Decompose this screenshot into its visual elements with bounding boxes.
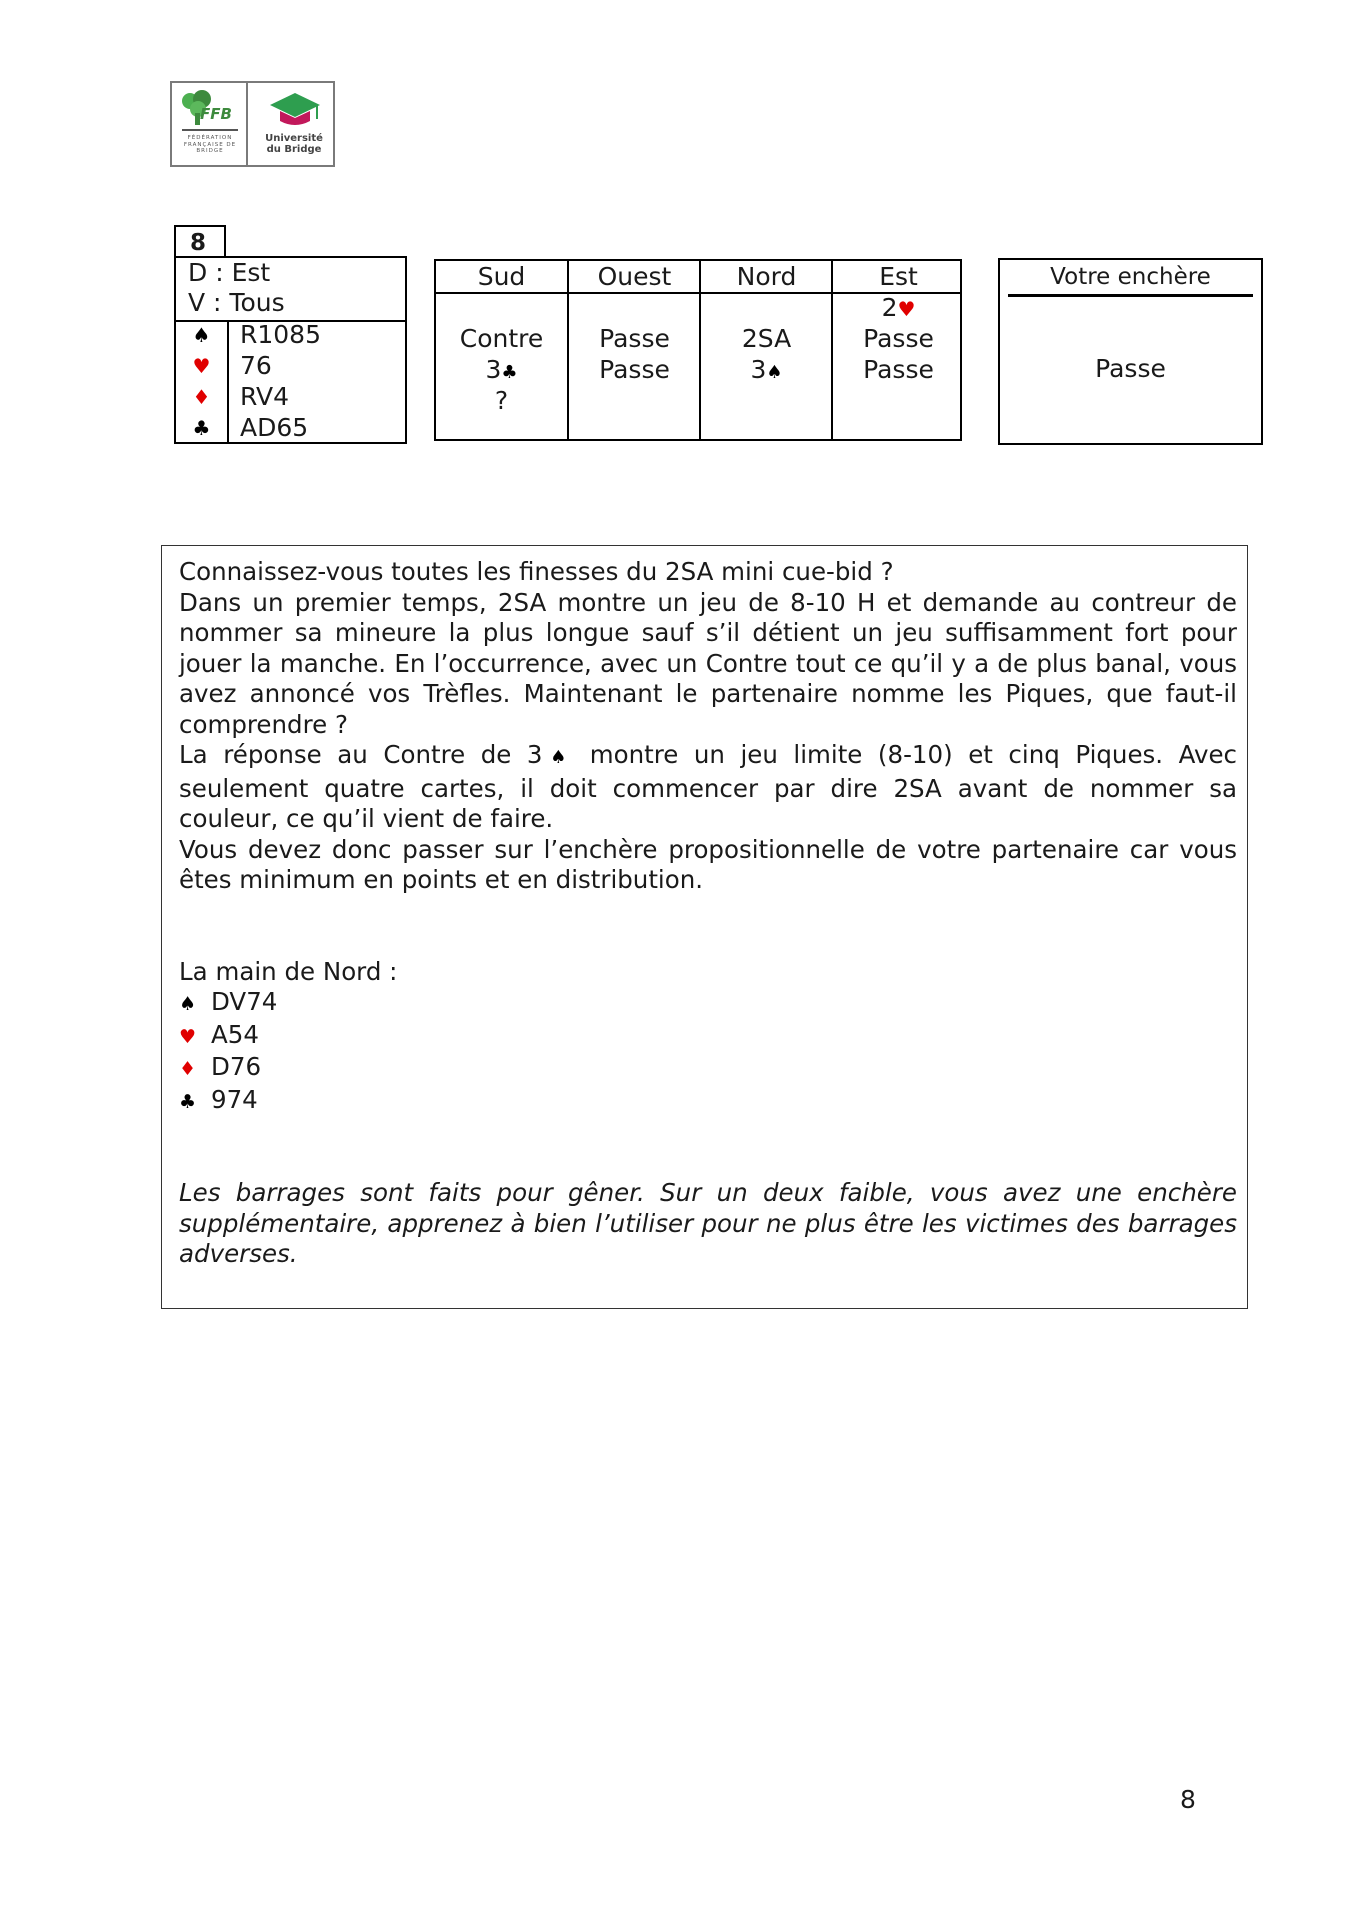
conclusion-text: Les barrages sont faits pour gêner. Sur un deux faible, vous avez une enchère supplémentaire, apprenez à bien l’utiliser pour ne plus être les victimes des barrages adverses. (179, 1178, 1237, 1268)
spade-icon: ♠ (179, 993, 197, 1015)
university-text: Université du Bridge (265, 133, 323, 155)
bid-header-sud: Sud (477, 262, 526, 291)
answer-value: Passe (1095, 354, 1166, 383)
federation-text: FÉDÉRATION FRANÇAISE DE BRIDGE (183, 135, 237, 154)
north-hand-hearts: ♥ A54 (179, 1020, 1237, 1053)
bid-header-ouest: Ouest (597, 262, 672, 291)
north-hand-spades: ♠ DV74 (179, 987, 1237, 1020)
club-icon: ♣ (179, 1090, 197, 1113)
answer-title: Votre enchère (1050, 264, 1211, 290)
graduation-cap-icon (268, 91, 322, 131)
spade-icon: ♠ (766, 362, 783, 383)
explanation-paragraph-3: La réponse au Contre de 3♠ montre un jeu limite (8-10) et cinq Piques. Avec seulement quatre cartes, il doit commencer par dire 2SA avant de nommer sa couleur, ce qu’il vient de faire. (179, 740, 1237, 833)
bid-column-est: Est 2♥ Passe Passe (833, 261, 964, 385)
club-icon: ♣ (501, 362, 518, 383)
bid-column-sud: Sud Contre 3♣ ? (436, 261, 567, 416)
spade-icon: ♠ (192, 323, 211, 347)
north-hand-diamonds: ♦ D76 (179, 1052, 1237, 1085)
bid-column-ouest: Ouest Passe Passe (569, 261, 700, 385)
bid-header-nord: Nord (736, 262, 797, 291)
diamond-icon: ♦ (192, 385, 211, 409)
north-hand-clubs: ♣ 974 (179, 1085, 1237, 1118)
explanation-paragraph-4: Vous devez donc passer sur l’enchère propositionnelle de votre partenaire car vous êtes minimum en points et en distribution. (179, 834, 1237, 894)
south-hand-box: D : Est V : Tous ♠ R1085 ♥ 76 ♦ RV4 ♣ AD65 (174, 256, 407, 444)
board-number: 8 (174, 225, 226, 257)
heart-icon: ♥ (179, 1025, 197, 1048)
explanation-box (161, 545, 1248, 1309)
heart-icon: ♥ (897, 297, 916, 321)
bid-column-nord: Nord 2SA 3♠ (701, 261, 832, 385)
club-icon: ♣ (192, 416, 211, 440)
ffb-wordmark: FFB (200, 105, 232, 123)
page-number: 8 (1180, 1785, 1196, 1814)
bid-header-est: Est (879, 262, 918, 291)
spade-icon: ♠ (542, 747, 575, 768)
answer-box (998, 258, 1263, 445)
vulnerability: V : Tous (188, 288, 285, 317)
diamond-icon: ♦ (179, 1058, 197, 1080)
bidding-table (434, 259, 962, 441)
explanation-paragraph-2: Dans un premier temps, 2SA montre un jeu de 8-10 H et demande au contreur de nommer sa mineure la plus longue sauf s’il détient un jeu suffisamment fort pour jouer la manche. En l’occurrence, avec un Contre tout ce qu’il y a de plus banal, vous avez annoncé vos Trèfles. Maintenant le partenaire nomme les Piques, que faut-il comprendre ? (179, 587, 1237, 739)
ffb-logo (170, 81, 335, 167)
north-hand-title: La main de Nord : (179, 956, 398, 986)
dealer: D : Est (188, 258, 271, 287)
heart-icon: ♥ (192, 354, 211, 378)
explanation-paragraph-1: Connaissez-vous toutes les finesses du 2SA mini cue-bid ? (179, 557, 894, 586)
